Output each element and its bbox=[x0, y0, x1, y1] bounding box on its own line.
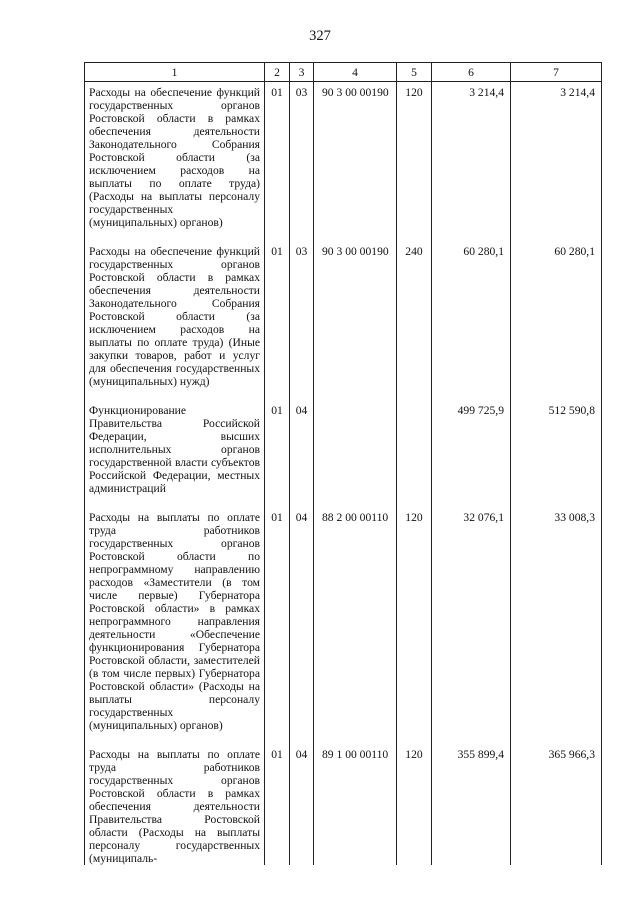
col-header-1: 1 bbox=[85, 63, 265, 82]
row-spacer bbox=[85, 229, 602, 241]
col-header-2: 2 bbox=[265, 63, 290, 82]
row-amount-2: 60 280,1 bbox=[511, 241, 602, 388]
row-target-code bbox=[314, 400, 397, 495]
row-amount-2: 3 214,4 bbox=[511, 82, 602, 230]
row-expense-type: 120 bbox=[397, 744, 432, 865]
row-amount-1: 60 280,1 bbox=[432, 241, 511, 388]
row-section-code: 01 bbox=[265, 744, 290, 865]
table-row bbox=[85, 507, 602, 732]
row-expense-type: 240 bbox=[397, 241, 432, 388]
row-amount-1: 499 725,9 bbox=[432, 400, 511, 495]
col-header-4: 4 bbox=[314, 63, 397, 82]
row-amount-1: 32 076,1 bbox=[432, 507, 511, 732]
row-target-code: 88 2 00 00110 bbox=[314, 507, 397, 732]
row-subsection-code: 04 bbox=[290, 400, 314, 495]
col-header-7: 7 bbox=[511, 63, 602, 82]
row-amount-2: 512 590,8 bbox=[511, 400, 602, 495]
row-name: Функционирование Правительства Российской Федерации, высших исполнительных органов государственной власти субъектов Российской Федерации, местных администраций bbox=[85, 400, 265, 495]
table-row bbox=[85, 400, 602, 495]
row-section-code: 01 bbox=[265, 82, 290, 230]
row-amount-1: 3 214,4 bbox=[432, 82, 511, 230]
row-target-code: 90 3 00 00190 bbox=[314, 82, 397, 230]
row-spacer bbox=[85, 388, 602, 400]
row-subsection-code: 03 bbox=[290, 82, 314, 230]
row-spacer bbox=[85, 732, 602, 744]
row-subsection-code: 04 bbox=[290, 744, 314, 865]
row-section-code: 01 bbox=[265, 241, 290, 388]
row-spacer bbox=[85, 495, 602, 507]
page-number: 327 bbox=[309, 28, 331, 44]
row-section-code: 01 bbox=[265, 507, 290, 732]
row-target-code: 89 1 00 00110 bbox=[314, 744, 397, 865]
row-expense-type bbox=[397, 400, 432, 495]
row-amount-1: 355 899,4 bbox=[432, 744, 511, 865]
row-amount-2: 365 966,3 bbox=[511, 744, 602, 865]
row-name: Расходы на обеспечение функций государственных органов Ростовской области в рамках обеспечения деятельности Законодательного Собрания Ростовской области (за исключением расходов на выплаты по оплате труда) (Расходы на выплаты персоналу государственных (муниципальных) органов) bbox=[85, 82, 265, 230]
col-header-3: 3 bbox=[290, 63, 314, 82]
row-expense-type: 120 bbox=[397, 82, 432, 230]
col-header-5: 5 bbox=[397, 63, 432, 82]
row-name: Расходы на выплаты по оплате труда работников государственных органов Ростовской области в рамках обеспечения деятельности Правительства Ростовской области (Расходы на выплаты персоналу государственных (муниципаль- bbox=[85, 744, 265, 865]
row-name: Расходы на выплаты по оплате труда работников государственных органов Ростовской области по непрограммному направлению расходов «Заместители (в том числе первые) Губернатора Ростовской области» в рамках непрограммного направления деятельности «Обеспечение функционирования Губернатора Ростовской области, заместителей (в том числе первых) Губернатора Ростовской области» (Расходы на выплаты персоналу государственных (муниципальных) органов) bbox=[85, 507, 265, 732]
table-row bbox=[85, 241, 602, 388]
budget-table bbox=[84, 62, 602, 865]
row-name: Расходы на обеспечение функций государственных органов Ростовской области в рамках обеспечения деятельности Законодательного Собрания Ростовской области (за исключением расходов на выплаты по оплате труда) (Иные закупки товаров, работ и услуг для обеспечения государственных (муниципальных) нужд) bbox=[85, 241, 265, 388]
table-header-row bbox=[85, 63, 602, 82]
row-subsection-code: 04 bbox=[290, 507, 314, 732]
table-row bbox=[85, 744, 602, 865]
row-expense-type: 120 bbox=[397, 507, 432, 732]
table-row bbox=[85, 82, 602, 230]
row-target-code: 90 3 00 00190 bbox=[314, 241, 397, 388]
row-subsection-code: 03 bbox=[290, 241, 314, 388]
col-header-6: 6 bbox=[432, 63, 511, 82]
row-section-code: 01 bbox=[265, 400, 290, 495]
row-amount-2: 33 008,3 bbox=[511, 507, 602, 732]
